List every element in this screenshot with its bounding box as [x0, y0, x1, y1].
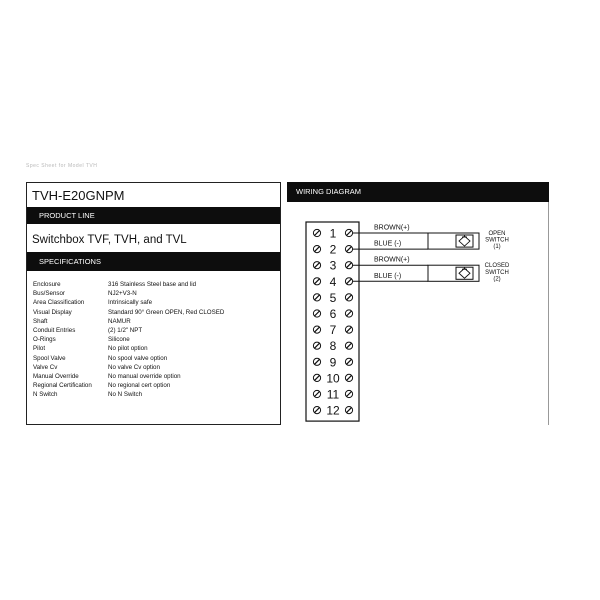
terminal-8-left-screw-icon [313, 342, 320, 349]
spec-label: Shaft [33, 317, 48, 325]
proximity-switch-2-icon [428, 265, 479, 281]
spec-value: No manual override option [108, 373, 181, 381]
wire-label: BROWN(+) [374, 256, 410, 264]
spec-label: Area Classification [33, 299, 85, 307]
switch-1-label: (1) [493, 244, 501, 251]
terminal-2-right-screw-icon-slot [347, 247, 352, 252]
terminal-7-right-screw-icon [345, 326, 352, 333]
terminal-8-right-screw-icon [345, 342, 352, 349]
terminal-11-right-screw-icon [345, 390, 352, 397]
spec-row [33, 326, 224, 335]
product-line-heading: PRODUCT LINE [27, 207, 280, 224]
spec-row [33, 344, 224, 353]
specifications-heading: SPECIFICATIONS [27, 252, 280, 271]
spec-row [33, 317, 224, 326]
terminal-10-right-screw-icon [345, 374, 352, 381]
spec-row [33, 335, 224, 344]
model-number: TVH-E20GNPM [32, 188, 125, 203]
spec-row [33, 289, 224, 298]
terminal-10-right-screw-icon-slot [347, 375, 352, 380]
terminal-9-left-screw-icon [313, 358, 320, 365]
wire-label: BROWN(+) [374, 224, 410, 232]
spec-row [33, 308, 224, 317]
terminal-1-left-screw-icon-slot [315, 231, 320, 236]
terminal-6-left-screw-icon [313, 310, 320, 317]
terminal-5-right-screw-icon [345, 294, 352, 301]
spec-value: Standard 90° Green OPEN, Red CLOSED [108, 308, 225, 316]
terminal-7-label: 7 [329, 323, 337, 338]
spec-value: No regional cert option [108, 382, 171, 390]
spec-label: Enclosure [33, 281, 61, 288]
spec-value: No valve Cv option [108, 363, 160, 371]
terminal-3-label: 3 [329, 258, 337, 273]
terminal-4-label: 4 [329, 274, 337, 289]
terminal-11-left-screw-icon [313, 390, 320, 397]
spec-row [33, 381, 224, 390]
terminal-3-left-screw-icon-slot [315, 263, 320, 268]
terminal-12-label: 12 [326, 403, 340, 418]
wiring-diagram-panel [287, 182, 549, 425]
spec-label: Conduit Entries [33, 327, 76, 335]
product-line-value: Switchbox TVF, TVH, and TVL [32, 234, 187, 246]
product-panel [26, 182, 281, 425]
spec-label: Manual Override [33, 373, 79, 381]
terminal-6-right-screw-icon [345, 310, 352, 317]
switch-2-diamond [459, 268, 470, 278]
terminal-11-label: 11 [326, 387, 340, 402]
terminal-5-left-screw-icon [313, 294, 320, 301]
terminal-8-right-screw-icon-slot [347, 343, 352, 348]
switch-1-diamond [459, 236, 470, 246]
spec-label: N Switch [33, 391, 58, 399]
switch-2-label: (2) [493, 276, 501, 283]
terminal-4-left-screw-icon [313, 278, 320, 285]
terminal-5-left-screw-icon-slot [315, 295, 320, 300]
spec-label: Bus/Sensor [33, 290, 65, 298]
terminal-1-label: 1 [329, 226, 337, 241]
wire-label: BLUE (-) [374, 240, 402, 248]
terminal-3-left-screw-icon [313, 262, 320, 269]
terminal-5-right-screw-icon-slot [347, 295, 352, 300]
wiring-diagram-heading: WIRING DIAGRAM [287, 182, 549, 202]
terminal-6-label: 6 [329, 307, 337, 321]
spec-value: No pilot option [108, 345, 148, 353]
terminal-9-right-screw-icon-slot [347, 359, 352, 364]
wiring-diagram [287, 182, 549, 425]
switch-2-label: SWITCH [485, 269, 509, 276]
terminal-5-label: 5 [329, 290, 337, 305]
terminal-7-left-screw-icon [313, 326, 320, 333]
spec-row [33, 280, 224, 289]
terminal-1-left-screw-icon [313, 229, 320, 236]
spec-value: 316 Stainless Steel base and lid [108, 281, 197, 288]
spec-row [33, 372, 224, 381]
terminal-3-right-screw-icon-slot [347, 263, 352, 268]
spec-label: Valve Cv [33, 363, 58, 371]
terminal-3-right-screw-icon [345, 262, 352, 269]
terminal-6-right-screw-icon-slot [347, 311, 352, 316]
terminal-2-label: 2 [329, 242, 337, 257]
terminal-9-label: 9 [329, 355, 337, 370]
terminal-10-left-screw-icon-slot [315, 375, 320, 380]
terminal-2-right-screw-icon [345, 246, 352, 253]
spec-label: O-Rings [33, 336, 56, 344]
header-note: Spec Sheet for Model TVH [26, 163, 98, 169]
terminal-9-right-screw-icon [345, 358, 352, 365]
terminal-8-label: 8 [329, 339, 337, 354]
spec-value: No N Switch [108, 391, 143, 399]
terminal-4-right-screw-icon-slot [347, 279, 352, 284]
specifications-table [33, 280, 224, 400]
terminal-11-left-screw-icon-slot [315, 392, 320, 397]
wire-label: BLUE (-) [374, 272, 402, 280]
spec-row [33, 298, 224, 307]
terminal-12-right-screw-icon-slot [347, 408, 352, 413]
spec-row [33, 390, 224, 399]
switch-1-label: SWITCH [485, 237, 509, 244]
terminal-12-left-screw-icon [313, 407, 320, 414]
switch-2-label: CLOSED [484, 263, 510, 270]
spec-label: Spool Valve [33, 354, 66, 362]
spec-label: Regional Certification [33, 382, 92, 390]
terminal-6-left-screw-icon-slot [315, 311, 320, 316]
spec-value: NJ2+V3-N [108, 290, 137, 298]
terminal-4-left-screw-icon-slot [315, 279, 320, 284]
terminal-12-right-screw-icon [345, 407, 352, 414]
terminal-7-right-screw-icon-slot [347, 327, 352, 332]
terminal-2-left-screw-icon-slot [315, 247, 320, 252]
terminal-12-left-screw-icon-slot [315, 408, 320, 413]
terminal-1-right-screw-icon [345, 229, 352, 236]
terminal-10-label: 10 [326, 371, 340, 386]
terminal-11-right-screw-icon-slot [347, 392, 352, 397]
spec-value: No spool valve option [108, 354, 168, 362]
terminal-2-left-screw-icon [313, 246, 320, 253]
spec-row [33, 363, 224, 372]
spec-label: Pilot [33, 345, 46, 353]
proximity-switch-1-icon [428, 233, 479, 249]
terminal-7-left-screw-icon-slot [315, 327, 320, 332]
spec-value: Silicone [108, 336, 130, 344]
spec-value: NAMUR [108, 317, 131, 325]
spec-value: (2) 1/2" NPT [108, 327, 143, 335]
spec-row [33, 354, 224, 363]
switch-1-label: OPEN [488, 231, 506, 237]
spec-label: Visual Display [33, 308, 72, 316]
terminal-8-left-screw-icon-slot [315, 343, 320, 348]
terminal-1-right-screw-icon-slot [347, 231, 352, 236]
terminal-10-left-screw-icon [313, 374, 320, 381]
terminal-4-right-screw-icon [345, 278, 352, 285]
terminal-9-left-screw-icon-slot [315, 359, 320, 364]
spec-value: Intrinsically safe [108, 299, 153, 307]
